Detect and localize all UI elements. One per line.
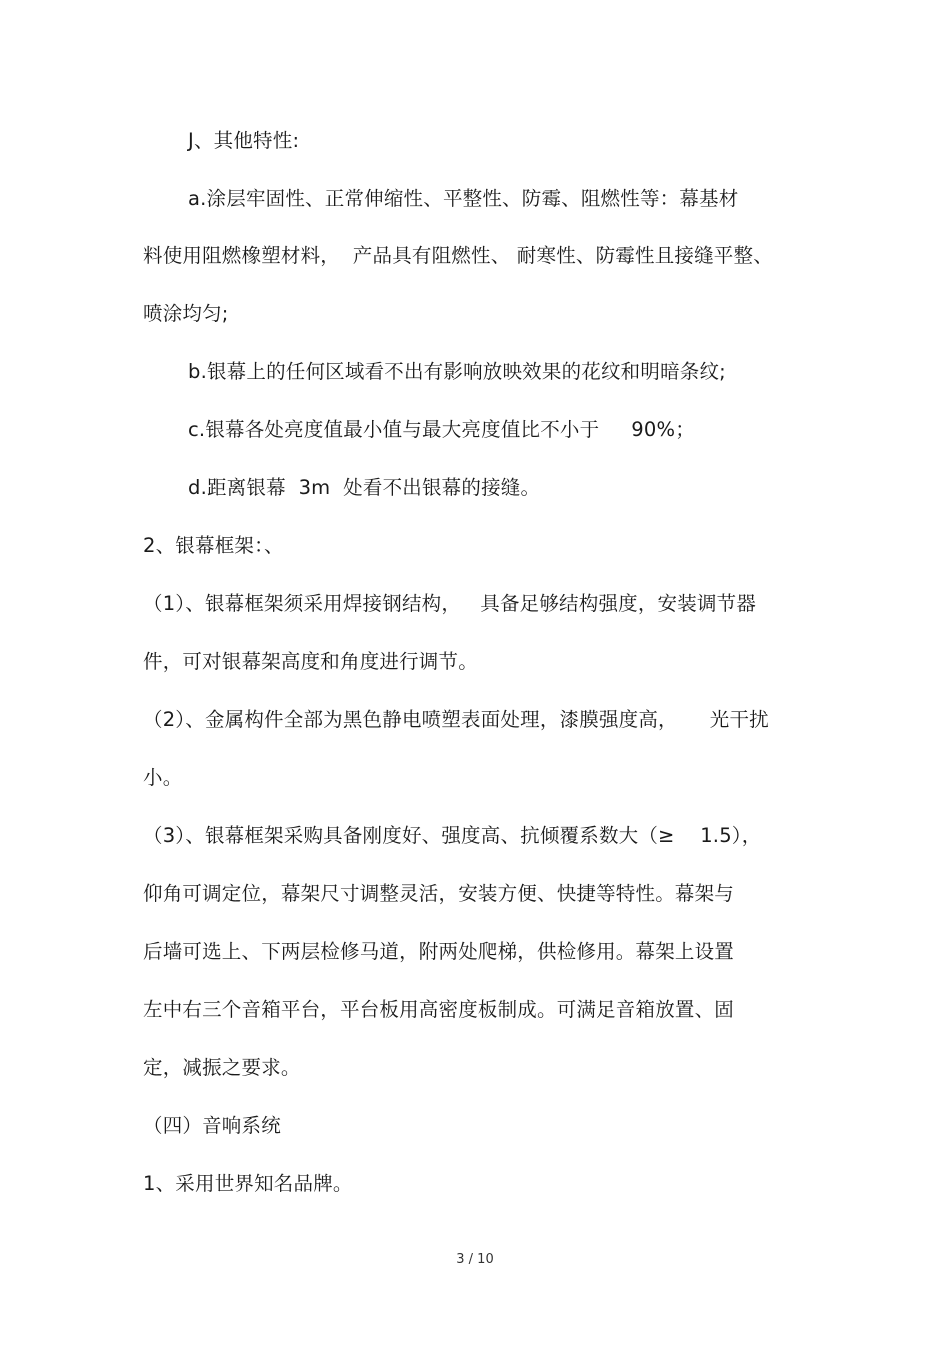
- paragraph-line: d.距离银幕 3m 处看不出银幕的接缝。: [188, 476, 541, 499]
- paragraph-line: 1、采用世界知名品牌。: [143, 1172, 353, 1195]
- paragraph-line: 仰角可调定位，幕架尺寸调整灵活，安装方便、快捷等特性。幕架与: [143, 882, 735, 905]
- paragraph-line: 件，可对银幕架高度和角度进行调节。: [143, 650, 478, 673]
- paragraph-line: （2）、金属构件全部为黑色静电喷塑表面处理，漆膜强度高， 光干扰: [143, 708, 769, 731]
- paragraph-line: 料使用阻燃橡塑材料， 产品具有阻燃性、 耐寒性、防霉性且接缝平整、: [143, 244, 773, 267]
- page-number: 3 / 10: [456, 1252, 494, 1267]
- paragraph-line: 定，减振之要求。: [143, 1056, 301, 1079]
- paragraph-line: （1）、银幕框架须采用焊接钢结构， 具备足够结构强度，安装调节器: [143, 592, 757, 615]
- paragraph-line: 喷涂均匀;: [143, 302, 229, 325]
- heading-screen-frame: 2、银幕框架：、: [143, 534, 284, 557]
- paragraph-line: 小。: [143, 766, 183, 789]
- paragraph-line: （3）、银幕框架采购具备刚度好、强度高、抗倾覆系数大（≥ 1.5），: [143, 824, 762, 847]
- paragraph-line: 左中右三个音箱平台，平台板用高密度板制成。可满足音箱放置、固: [143, 998, 735, 1021]
- paragraph-line: b.银幕上的任何区域看不出有影响放映效果的花纹和明暗条纹;: [188, 360, 726, 383]
- heading-j-other-properties: J、其他特性:: [188, 129, 300, 152]
- paragraph-line: 后墙可选上、下两层检修马道，附两处爬梯，供检修用。幕架上设置: [143, 940, 735, 963]
- paragraph-line: a.涂层牢固性、正常伸缩性、平整性、防霉、阻燃性等：幕基材: [188, 187, 739, 210]
- heading-audio-system: （四）音响系统: [143, 1114, 281, 1137]
- paragraph-line: c.银幕各处亮度值最小值与最大亮度值比不小于 90%；: [188, 418, 695, 441]
